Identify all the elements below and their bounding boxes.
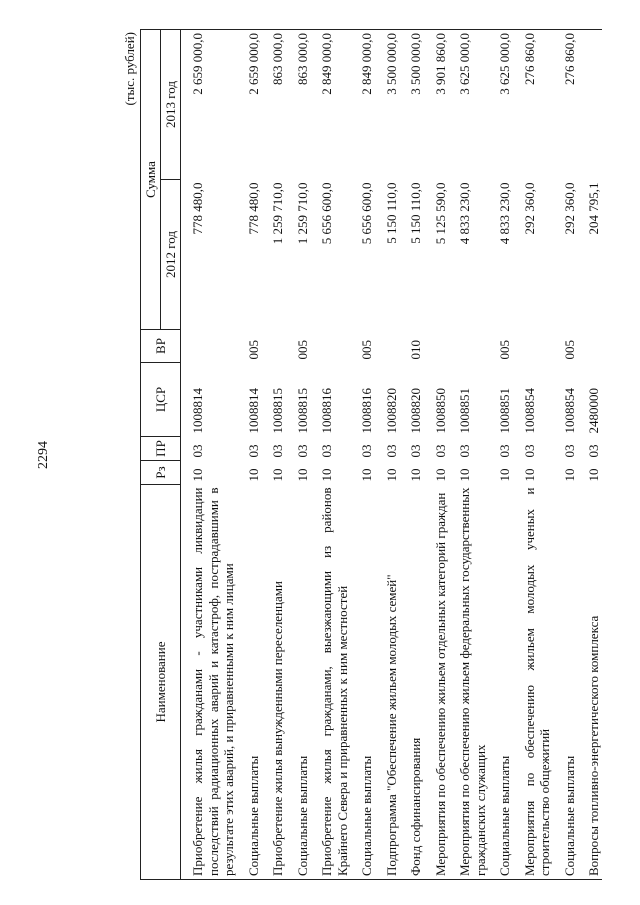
row-2013: 3 625 000,0 [497, 30, 513, 180]
spacer-cell [577, 30, 586, 180]
spacer-cell [577, 363, 586, 437]
spacer-cell [553, 30, 562, 180]
spacer-cell [513, 330, 522, 363]
table-row [433, 30, 449, 880]
header-2012: 2012 год [161, 180, 181, 330]
spacer-cell [448, 485, 457, 880]
spacer-cell [448, 30, 457, 180]
spacer-cell [237, 485, 246, 880]
spacer-cell [181, 437, 191, 461]
spacer-cell [286, 330, 295, 363]
spacer-cell [310, 461, 319, 485]
spacer-cell [237, 461, 246, 485]
spacer-cell [286, 437, 295, 461]
row-pr: 03 [270, 444, 285, 458]
row-2012: 292 360,0 [561, 182, 577, 235]
row-csr: 1008814 [190, 388, 205, 434]
row-name: Социальные выплаты [246, 485, 262, 880]
row-name: Социальные выплаты [295, 485, 311, 880]
row-spacer [488, 30, 497, 880]
spacer-cell [399, 180, 408, 330]
spacer-cell [488, 437, 497, 461]
row-spacer [237, 30, 246, 880]
spacer-cell [350, 363, 359, 437]
table-row [295, 30, 311, 880]
spacer-cell [181, 30, 191, 180]
spacer-cell [261, 180, 270, 330]
row-2012: 778 480,0 [190, 182, 205, 235]
header-rz: Рз [141, 461, 181, 485]
spacer-cell [375, 485, 384, 880]
row-pr: 03 [359, 444, 374, 458]
row-name: Мероприятия по обеспечению жильем отдельных категорий граждан [433, 485, 449, 880]
row-pr: 03 [294, 444, 310, 458]
spacer-cell [310, 180, 319, 330]
header-pr: ПР [141, 437, 181, 461]
spacer-cell [310, 485, 319, 880]
spacer-cell [513, 485, 522, 880]
spacer-cell [424, 437, 433, 461]
row-name: Приобретение жилья гражданами - участниками ликвидации последствий радиационных аварий и катастроф, пострадавшими в результате этих аварий, и приравненными к ним лицами [190, 485, 237, 880]
spacer-cell [310, 363, 319, 437]
row-rz: 10 [432, 468, 448, 482]
spacer-cell [577, 485, 586, 880]
header-csr: ЦСР [141, 363, 181, 437]
spacer-cell [237, 437, 246, 461]
spacer-cell [350, 485, 359, 880]
row-vr: 005 [497, 340, 512, 360]
spacer-cell [350, 330, 359, 363]
spacer-cell [375, 437, 384, 461]
spacer-cell [181, 330, 191, 363]
row-rz: 10 [245, 468, 261, 482]
unit-label: (тыс. рублей) [122, 32, 137, 106]
row-rz: 10 [521, 468, 537, 482]
spacer-cell [424, 180, 433, 330]
spacer-cell [261, 363, 270, 437]
row-2012: 292 360,0 [521, 182, 537, 235]
spacer-cell [399, 330, 408, 363]
row-pr: 03 [432, 444, 448, 458]
row-csr: 1008854 [521, 388, 537, 434]
row-spacer [553, 30, 562, 880]
row-2013: 2 659 000,0 [246, 30, 262, 180]
row-name: Подпрограмма "Обеспечение жильем молодых семей" [384, 485, 400, 880]
row-pr: 03 [457, 444, 472, 458]
spacer-cell [424, 461, 433, 485]
spacer-cell [424, 363, 433, 437]
budget-table [140, 29, 602, 880]
spacer-cell [513, 363, 522, 437]
row-spacer [448, 30, 457, 880]
row-pr: 03 [190, 444, 205, 458]
spacer-cell [399, 461, 408, 485]
row-vr [190, 330, 237, 363]
spacer-cell [261, 30, 270, 180]
spacer-cell [375, 330, 384, 363]
row-csr: 1008850 [432, 388, 448, 434]
row-pr: 03 [561, 444, 577, 458]
row-spacer [286, 30, 295, 880]
row-name: Фонд софинансирования [408, 485, 424, 880]
row-spacer [310, 30, 319, 880]
row-2013: 276 860,0 [522, 30, 553, 180]
spacer-cell [424, 30, 433, 180]
row-spacer [399, 30, 408, 880]
spacer-cell [350, 437, 359, 461]
spacer-cell [448, 363, 457, 437]
row-2012: 4 833 230,0 [457, 182, 472, 245]
row-rz: 10 [359, 468, 374, 482]
spacer-cell [261, 330, 270, 363]
row-vr [433, 330, 449, 363]
spacer-cell [424, 330, 433, 363]
row-csr: 1008814 [245, 388, 261, 434]
row-vr: 005 [294, 340, 310, 360]
spacer-cell [577, 461, 586, 485]
row-rz: 10 [294, 468, 310, 482]
table-row [562, 30, 578, 880]
table-row [319, 30, 350, 880]
row-2013: 3 625 000,0 [457, 30, 488, 180]
row-2012: 1 259 710,0 [294, 182, 310, 245]
row-pr: 03 [383, 444, 399, 458]
spacer-cell [513, 30, 522, 180]
spacer-cell [399, 485, 408, 880]
spacer-cell [448, 461, 457, 485]
row-2013: 3 500 000,0 [408, 30, 424, 180]
row-rz: 10 [497, 468, 512, 482]
row-2013: 2 849 000,0 [319, 30, 350, 180]
table-row [457, 30, 488, 880]
spacer-cell [577, 180, 586, 330]
row-2013: 276 860,0 [562, 30, 578, 180]
row-name: Мероприятия по обеспечению жильем молодых ученых и строительство общежитий [522, 485, 553, 880]
row-name: Приобретение жилья вынужденными переселенцами [270, 485, 286, 880]
row-pr: 03 [245, 444, 261, 458]
spacer-cell [237, 330, 246, 363]
header-sum: Сумма [141, 30, 161, 330]
row-csr: 1008820 [383, 388, 399, 434]
row-pr: 03 [586, 444, 601, 458]
spacer-cell [553, 330, 562, 363]
spacer-cell [577, 330, 586, 363]
row-2012: 5 656 600,0 [319, 182, 334, 245]
row-csr: 2480000 [586, 388, 601, 434]
row-name: Мероприятия по обеспечению жильем федеральных государственных гражданских служащих [457, 485, 488, 880]
table-row [270, 30, 286, 880]
row-2012: 4 833 230,0 [497, 182, 512, 245]
spacer-cell [488, 461, 497, 485]
row-rz: 10 [270, 468, 285, 482]
row-vr: 005 [359, 340, 374, 360]
spacer-cell [448, 330, 457, 363]
row-spacer [513, 30, 522, 880]
row-csr: 1008854 [561, 388, 577, 434]
table-row [497, 30, 513, 880]
table-row [586, 30, 602, 880]
row-name: Вопросы топливно-энергетического комплекса [586, 485, 602, 880]
row-csr: 1008820 [408, 388, 423, 434]
spacer-cell [488, 363, 497, 437]
row-2012: 204 795,1 [586, 182, 601, 235]
spacer-cell [424, 485, 433, 880]
spacer-cell [261, 437, 270, 461]
table-body [181, 30, 602, 880]
row-vr [319, 330, 350, 363]
spacer-cell [375, 461, 384, 485]
spacer-cell [286, 30, 295, 180]
header-vr: ВР [141, 330, 181, 363]
spacer-cell [350, 461, 359, 485]
spacer-cell [237, 180, 246, 330]
spacer-cell [237, 363, 246, 437]
row-spacer [424, 30, 433, 880]
rotated-page-content [122, 30, 601, 880]
row-2013: 2 659 000,0 [190, 30, 237, 180]
row-2012: 1 259 710,0 [270, 182, 285, 245]
row-2013: 863 000,0 [270, 30, 286, 180]
row-name: Приобретение жилья гражданами, выезжающими из районов Крайнего Севера и приравненных к ним местностей [319, 485, 350, 880]
row-spacer [181, 30, 191, 880]
row-rz: 10 [319, 468, 334, 482]
table-row [190, 30, 237, 880]
spacer-cell [448, 437, 457, 461]
row-vr: 005 [245, 340, 261, 360]
spacer-cell [286, 363, 295, 437]
spacer-cell [577, 437, 586, 461]
spacer-cell [350, 30, 359, 180]
row-csr: 1008851 [497, 388, 512, 434]
row-rz: 10 [383, 468, 399, 482]
header-2013: 2013 год [161, 30, 181, 180]
page-number: 2294 [36, 441, 51, 469]
spacer-cell [553, 363, 562, 437]
spacer-cell [399, 363, 408, 437]
row-rz: 10 [408, 468, 423, 482]
spacer-cell [375, 30, 384, 180]
spacer-cell [261, 461, 270, 485]
spacer-cell [350, 180, 359, 330]
row-2012: 5 150 110,0 [383, 182, 399, 244]
row-2012: 5 656 600,0 [359, 182, 374, 245]
spacer-cell [310, 30, 319, 180]
row-2013: 2 849 000,0 [359, 30, 375, 180]
spacer-cell [181, 485, 191, 880]
row-vr [522, 330, 553, 363]
spacer-cell [181, 363, 191, 437]
spacer-cell [488, 30, 497, 180]
spacer-cell [553, 461, 562, 485]
spacer-cell [261, 485, 270, 880]
spacer-cell [488, 180, 497, 330]
row-vr [457, 330, 488, 363]
row-vr [384, 330, 400, 363]
spacer-cell [286, 485, 295, 880]
spacer-cell [553, 180, 562, 330]
spacer-cell [310, 437, 319, 461]
row-pr: 03 [408, 444, 423, 458]
table-row [408, 30, 424, 880]
row-csr: 1008816 [359, 388, 374, 434]
row-name: Социальные выплаты [359, 485, 375, 880]
row-2012: 5 150 110,0 [408, 182, 423, 244]
spacer-cell [513, 437, 522, 461]
spacer-cell [513, 461, 522, 485]
row-2012: 778 480,0 [245, 182, 261, 235]
header-name: Наименование [141, 485, 181, 880]
spacer-cell [181, 461, 191, 485]
row-vr [270, 330, 286, 363]
row-vr: 010 [408, 340, 423, 360]
row-spacer [577, 30, 586, 880]
row-spacer [261, 30, 270, 880]
row-rz: 10 [561, 468, 577, 482]
spacer-cell [553, 485, 562, 880]
row-vr: 005 [561, 340, 577, 360]
spacer-cell [488, 485, 497, 880]
spacer-cell [286, 461, 295, 485]
table-row [246, 30, 262, 880]
row-vr [586, 330, 602, 363]
row-2012: 5 125 590,0 [432, 182, 448, 245]
spacer-cell [286, 180, 295, 330]
row-2013: 863 000,0 [295, 30, 311, 180]
table-row [522, 30, 553, 880]
row-2013 [586, 30, 602, 180]
row-2013: 3 901 860,0 [433, 30, 449, 180]
row-spacer [375, 30, 384, 880]
spacer-cell [237, 30, 246, 180]
spacer-cell [448, 180, 457, 330]
row-spacer [350, 30, 359, 880]
spacer-cell [375, 180, 384, 330]
row-csr: 1008815 [294, 388, 310, 434]
spacer-cell [181, 180, 191, 330]
row-csr: 1008816 [319, 388, 334, 434]
row-name: Социальные выплаты [562, 485, 578, 880]
row-rz: 10 [190, 468, 205, 482]
spacer-cell [399, 437, 408, 461]
spacer-cell [399, 30, 408, 180]
row-pr: 03 [521, 444, 537, 458]
spacer-cell [553, 437, 562, 461]
spacer-cell [513, 180, 522, 330]
table-row [359, 30, 375, 880]
row-name: Социальные выплаты [497, 485, 513, 880]
row-rz: 10 [457, 468, 472, 482]
spacer-cell [488, 330, 497, 363]
spacer-cell [310, 330, 319, 363]
spacer-cell [375, 363, 384, 437]
row-2013: 3 500 000,0 [384, 30, 400, 180]
table-row [384, 30, 400, 880]
row-pr: 03 [497, 444, 512, 458]
row-rz: 10 [586, 468, 601, 482]
row-csr: 1008815 [270, 388, 285, 434]
row-pr: 03 [319, 444, 334, 458]
row-csr: 1008851 [457, 388, 472, 434]
